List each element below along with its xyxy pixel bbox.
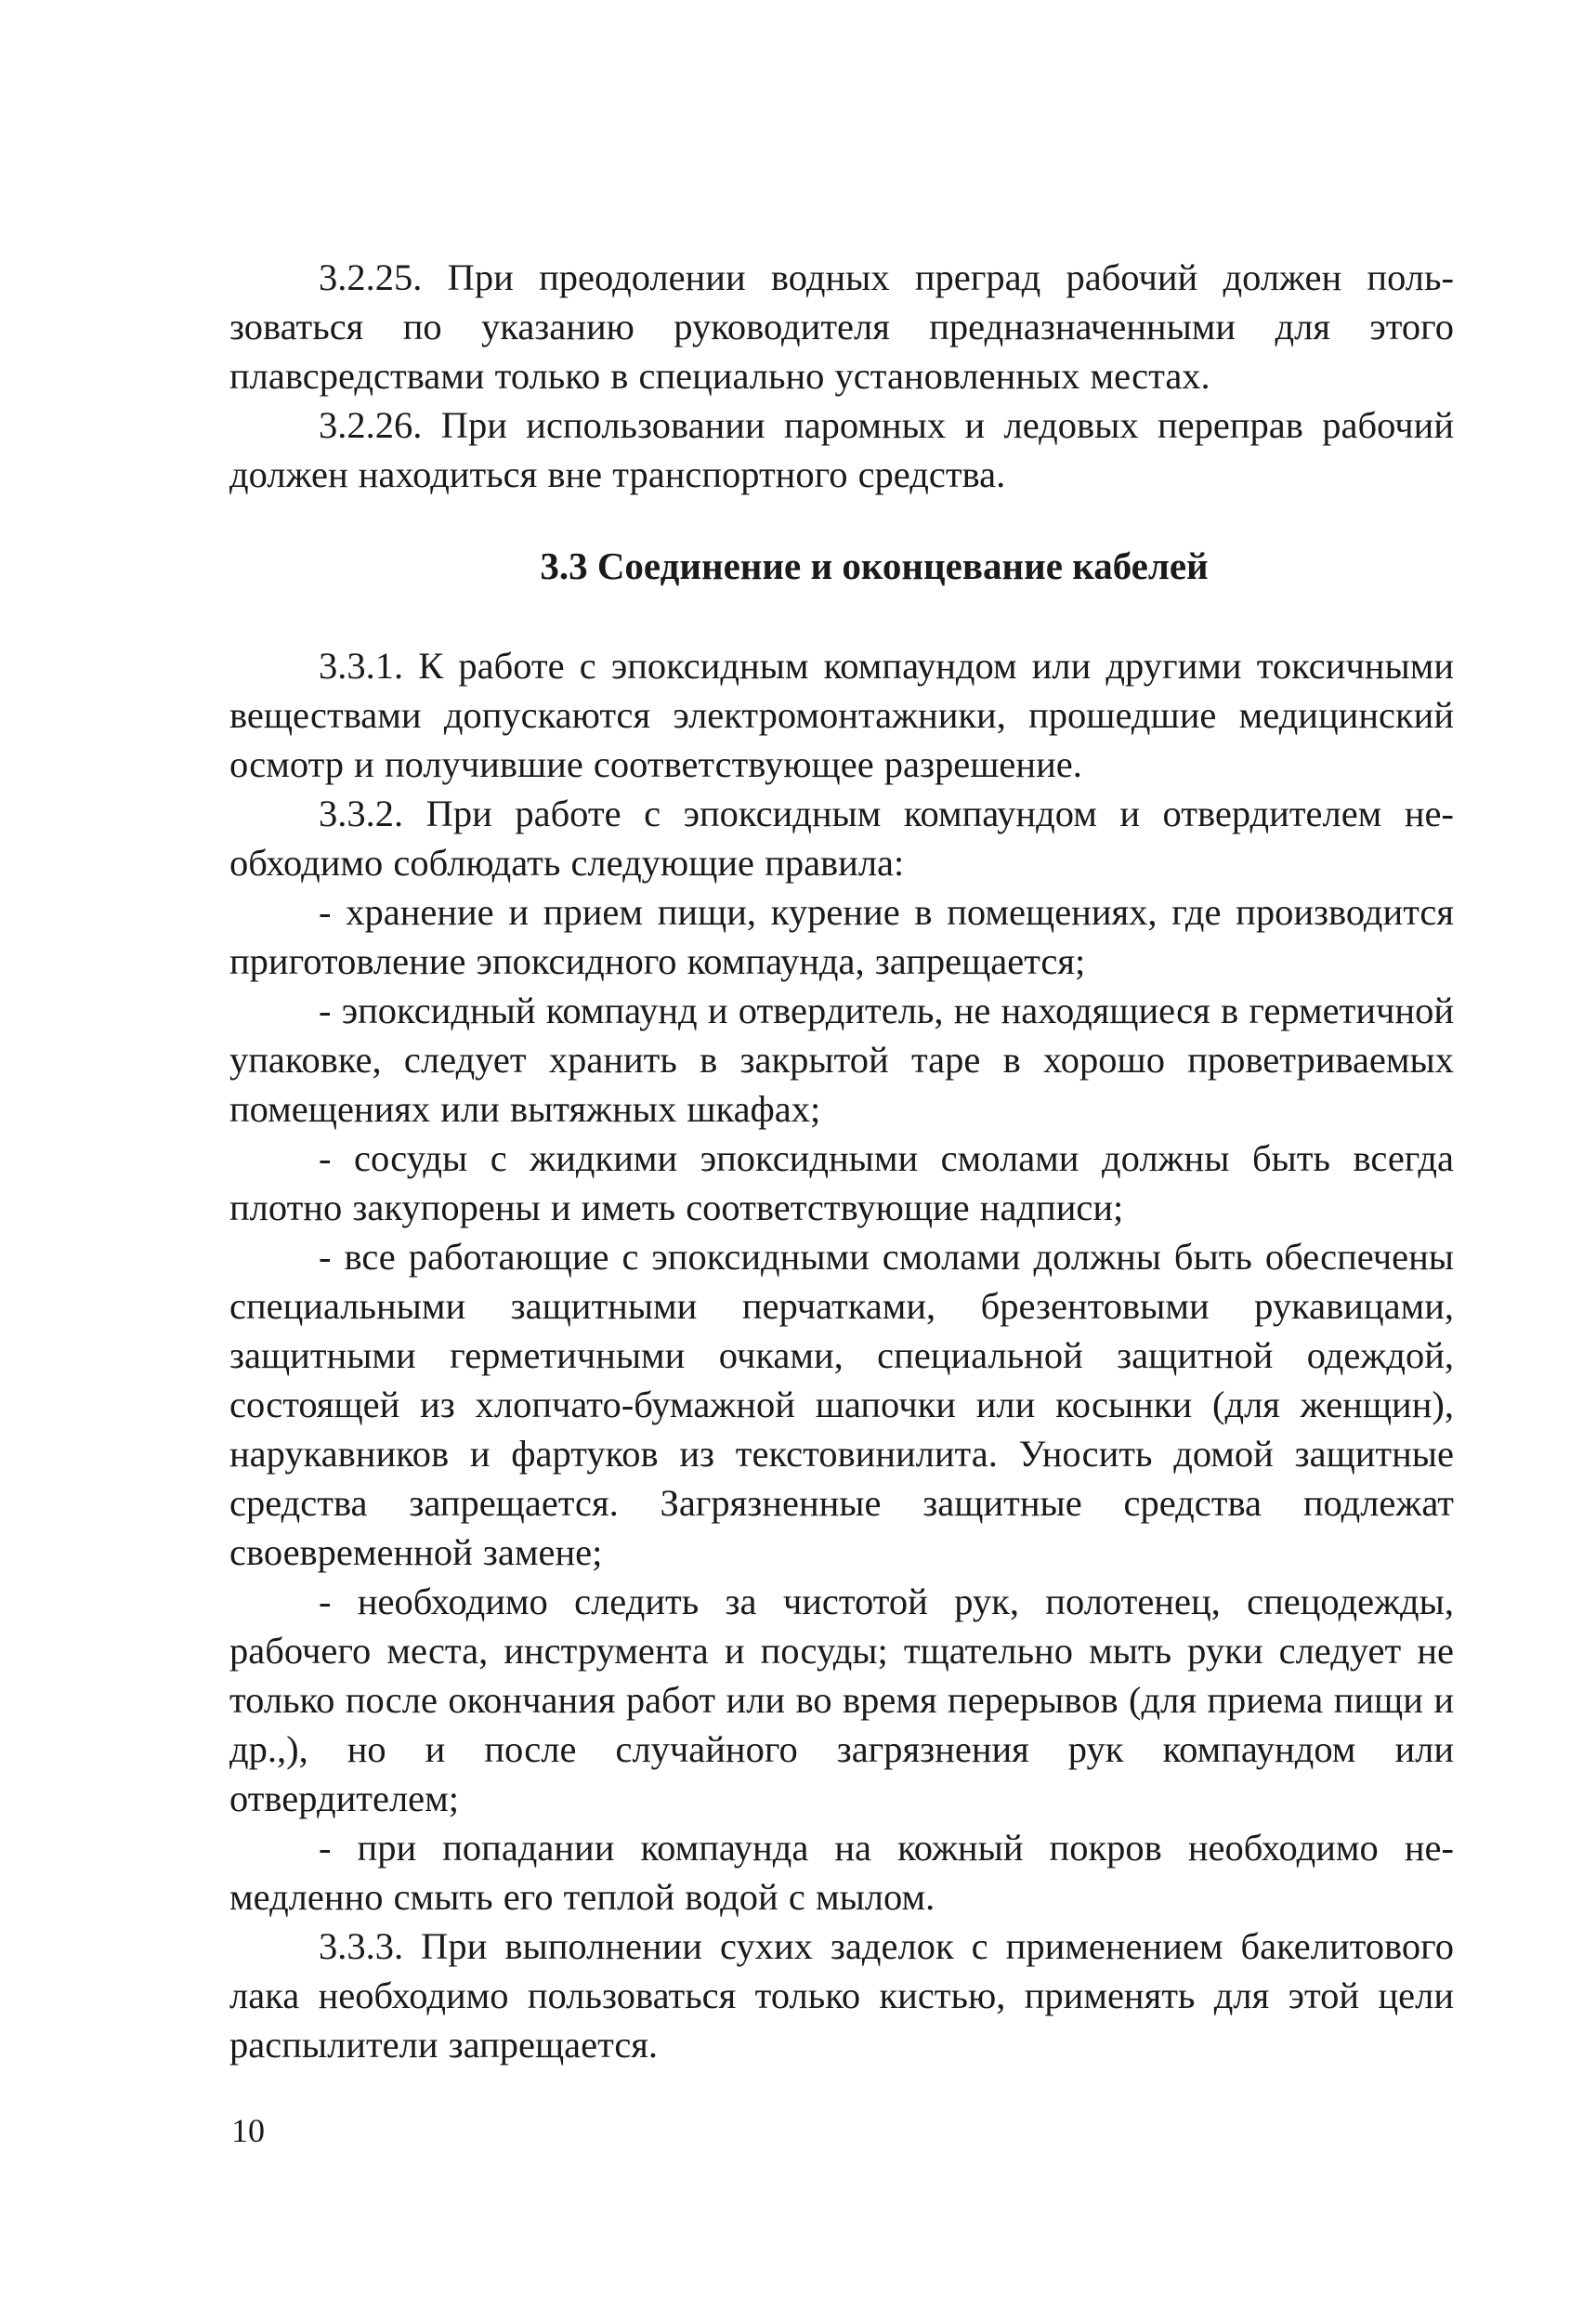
paragraph-3-2-25: 3.2.25. При преодолении водных преград рабочий должен пользоваться по указанию руководителя предназначенными для этого плавсредствами только в специально установленных местах. <box>229 256 1454 397</box>
rule-food-smoking: - хранение и прием пищи, курение в помещениях, где производится приготовление эпоксидного компаунда, запрещается; <box>229 891 1454 982</box>
rule-hygiene: - необходимо следить за чистотой рук, полотенец, спецодежды, рабочего места, инструмента и посуды; тщательно мыть руки следует не только после окончания работ или во время перерывов (для приема пищи и др.,), но и после случайного загрязнения рук компаундом или отвердителем; <box>229 1581 1454 1819</box>
page-body <box>229 253 1454 2069</box>
paragraph-3-3-3: 3.3.3. При выполнении сухих заделок с применением бакелитового лака необходимо пользоваться только кистью, применять для этой цели распылители запрещается. <box>229 1925 1454 2066</box>
rule-skin-contact: - при попадании компаунда на кожный покров необходимо немедленно смыть его теплой водой с мылом. <box>229 1827 1454 1918</box>
rule-protective-equipment: - все работающие с эпоксидными смолами должны быть обеспечены специальными защитными перчатками, брезентовыми рукавицами, защитными герметичными очками, специальной защитной одеждой, состоящей из хлопчато-бумажной шапочки или косынки (для женщин), нарукавников и фартуков из текстовинилита. Уносить домой защитные средства запрещается. Загрязненные защитные средства подлежат своевременной замене; <box>229 1236 1454 1573</box>
rule-storage: - эпоксидный компаунд и отвердитель, не находящиеся в герметичной упаковке, следует хранить в закрытой таре в хорошо проветриваемых помещениях или вытяжных шкафах; <box>229 990 1454 1130</box>
paragraph-3-3-1: 3.3.1. К работе с эпоксидным компаундом или другими токсичными веществами допускаются электромонтажники, прошедшие медицинский осмотр и получившие соответствующее разрешение. <box>229 645 1454 785</box>
paragraph-3-3-2: 3.3.2. При работе с эпоксидным компаундом и отвердителем необходимо соблюдать следующие правила: <box>229 793 1454 884</box>
paragraph-3-2-26: 3.2.26. При использовании паромных и ледовых переправ рабочий должен находиться вне транспортного средства. <box>229 404 1454 495</box>
rule-vessels: - сосуды с жидкими эпоксидными смолами должны быть всегда плотно закупорены и иметь соответствующие надписи; <box>229 1137 1454 1228</box>
section-heading-3-3: 3.3 Соединение и оконцевание кабелей <box>540 544 1209 587</box>
page-number: 10 <box>231 2112 265 2149</box>
